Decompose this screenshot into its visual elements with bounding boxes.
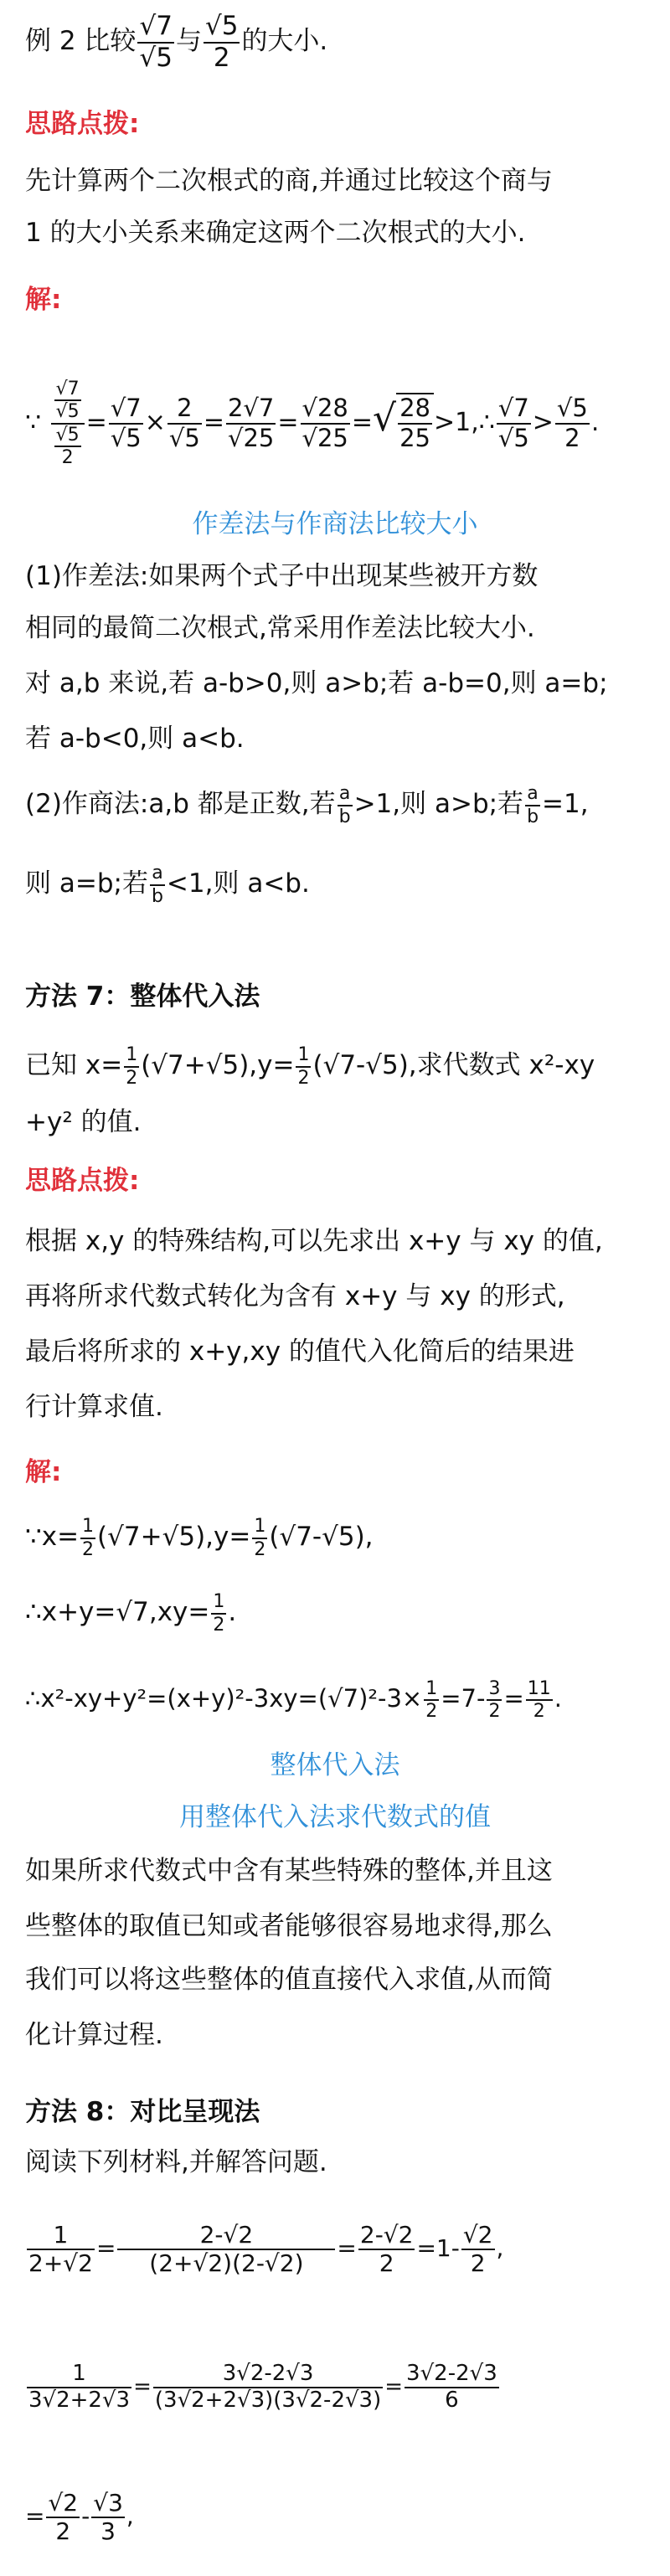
example2-tip-heading: 思路点拨:: [25, 109, 140, 139]
example2-tip-line2: 1 的大小关系来确定这两个二次根式的大小.: [25, 218, 526, 248]
method7-solution-heading: 解:: [25, 1457, 62, 1487]
method8-equation2-continued: = $\frac{√2}{2}$ - $\frac{√3}{3}$ ,: [25, 2488, 134, 2545]
example2-prefix: 例 2 比较: [25, 26, 137, 57]
method7-tip-line4: 行计算求值.: [25, 1392, 163, 1422]
compare-p2-line2: 则 a=b;若 $\frac{a}{b}$ <1,则 a<b.: [25, 863, 310, 907]
whole-sub-line3: 我们可以将这些整体的值直接代入求值,从而简: [25, 1965, 553, 1995]
method7-question-line1: 已知 x= $\frac{1}{2}$ (√7+√5),y= $\frac{1}{2}$ (√7-√5),求代数式 x²-xy: [25, 1044, 595, 1089]
compare-p1-line2: 相同的最简二次根式,常采用作差法比较大小.: [25, 613, 535, 643]
compare-methods-title: 作差法与作商法比较大小: [192, 509, 478, 539]
whole-sub-line1: 如果所求代数式中含有某些特殊的整体,并且这: [25, 1856, 553, 1886]
example2-tip-line1: 先计算两个二次根式的商,并通过比较这个商与: [25, 166, 553, 196]
compare-p1-line3: 对 a,b 来说,若 a-b>0,则 a>b;若 a-b=0,则 a=b;: [25, 668, 608, 698]
method7-tip-line2: 再将所求代数式转化为含有 x+y 与 xy 的形式,: [25, 1281, 565, 1311]
method7-solution-step1: ∵x= $\frac{1}{2}$ (√7+√5),y= $\frac{1}{2}$ (√7-√5),: [25, 1516, 374, 1560]
method8-heading: 方法 8：对比呈现法: [25, 2097, 260, 2127]
method8-intro: 阅读下列材料,并解答问题.: [25, 2147, 327, 2177]
whole-sub-line4: 化计算过程.: [25, 2020, 163, 2050]
fraction-sqrt7-over-sqrt5: $\frac{√7}{√5}$: [139, 11, 173, 73]
whole-sub-line2: 些整体的取值已知或者能够很容易地求得,那么: [25, 1911, 553, 1941]
compare-p1-line1: (1)作差法:如果两个式子中出现某些被开方数: [25, 561, 539, 591]
whole-sub-subtitle: 用整体代入法求代数式的值: [179, 1802, 491, 1832]
method7-tip-line1: 根据 x,y 的特殊结构,可以先求出 x+y 与 xy 的值,: [25, 1226, 603, 1256]
example2-title: 例 2 比较 $\frac{√7}{√5}$ 与 $\frac{√5}{2}$ 的大小.: [25, 11, 328, 73]
method7-heading: 方法 7：整体代入法: [25, 981, 260, 1012]
method7-tip-line3: 最后将所求的 x+y,xy 的值代入化简后的结果进: [25, 1337, 575, 1367]
example2-solution-heading: 解:: [25, 285, 62, 315]
method7-tip-heading: 思路点拨:: [25, 1166, 140, 1196]
fraction-sqrt5-over-2: $\frac{√5}{2}$: [204, 11, 239, 73]
whole-sub-title: 整体代入法: [270, 1750, 400, 1780]
compare-p2-line1: (2)作商法:a,b 都是正数,若 $\frac{a}{b}$ >1,则 a>b;若 $\frac{a}{b}$ =1,: [25, 783, 589, 827]
method7-question-line2: +y² 的值.: [25, 1107, 142, 1137]
method8-equation1: $\frac{1}{2+√2}$ = $\frac{2-√2}{(2+√2)(2-√2)}$ = $\frac{2-√2}{2}$ =1- $\frac{√2}{2}$ ,: [28, 2220, 504, 2277]
complex-fraction: $\frac{\frac{√7}{√5}}{\frac{√5}{2}}$: [51, 379, 85, 468]
method7-solution-step3: ∴x²-xy+y²=(x+y)²-3xy=(√7)²-3× $\frac{1}{2}$ =7- $\frac{3}{2}$ = $\frac{11}{2}$ .: [25, 1677, 562, 1722]
method7-solution-step2: ∴x+y=√7,xy= $\frac{1}{2}$ .: [25, 1591, 237, 1636]
example2-solution-equation: ∵ $\frac{\frac{√7}{√5}}{\frac{√5}{2}}$ = $\frac{√7}{√5}$ × $\frac{2}{√5}$ = $\frac{2√7}{√25}$ = $\frac{√28}{√25}$ =√ $\frac{28}{25}$ >1,∴ $\frac{√7}{√5}$ > $\frac{√5}{2}$ .: [25, 378, 600, 468]
method8-equation2: $\frac{1}{3√2+2√3}$ = $\frac{3√2-2√3}{(3√2+2√3)(3√2-2√3)}$ = $\frac{3√2-2√3}{6}$: [28, 2360, 497, 2413]
compare-p1-line4: 若 a-b<0,则 a<b.: [25, 724, 245, 754]
